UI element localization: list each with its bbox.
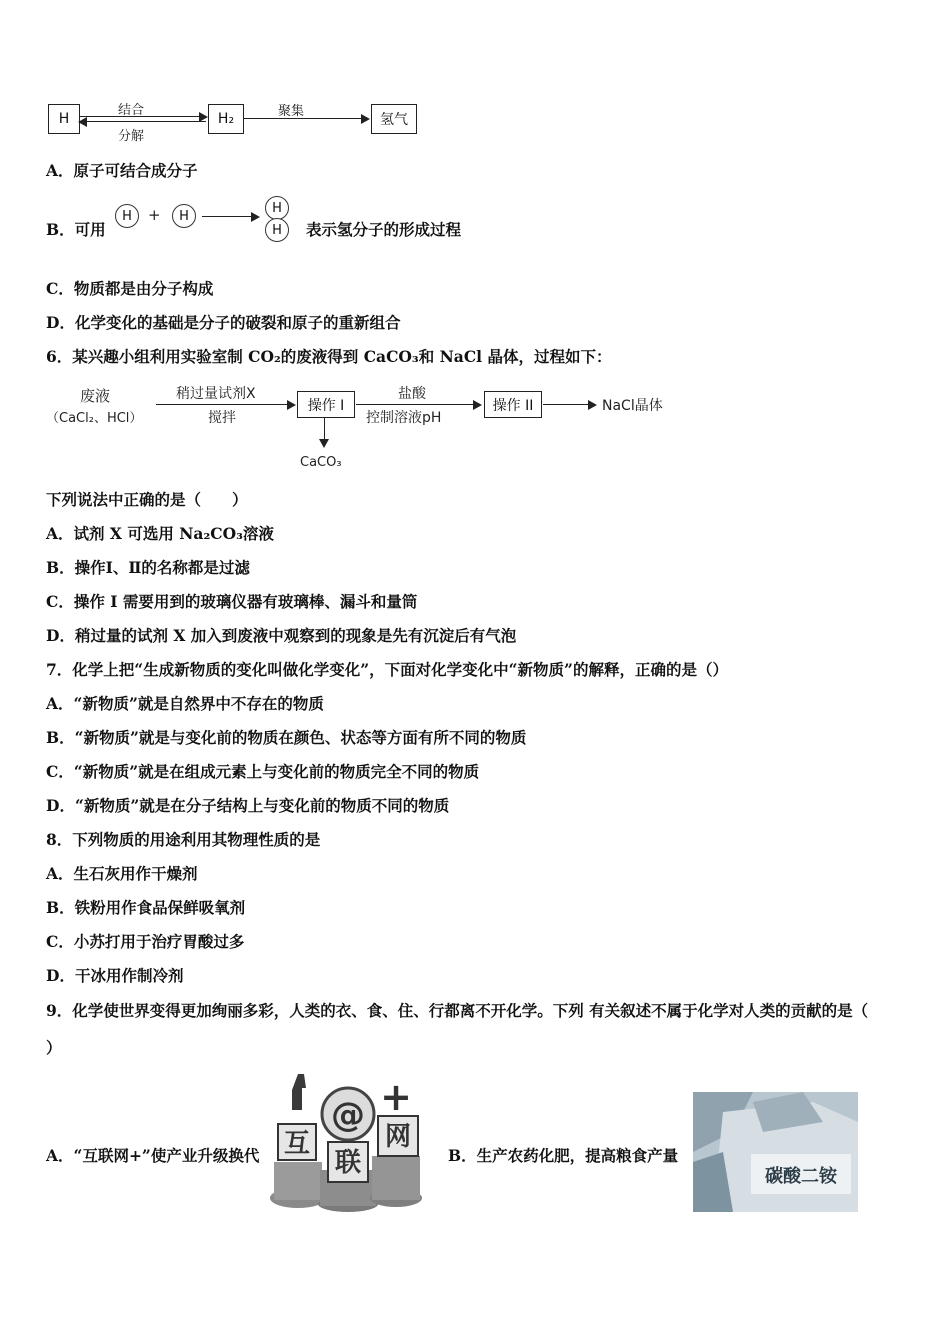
h-atom-2: H (172, 204, 196, 228)
q6-option-a: A．试剂 X 可选用 Na₂CO₃溶液 (46, 524, 274, 543)
fertilizer-label: 碳酸二铵 (765, 1166, 837, 1187)
control-ph-label: 控制溶液pH (366, 410, 442, 426)
q6-option-d: D．稍过量的试剂 X 加入到废液中观察到的现象是先有沉淀后有气泡 (46, 626, 517, 645)
q5-option-b-prefix: B．可用 (46, 220, 106, 239)
stir-label: 搅拌 (208, 410, 236, 426)
hu-char: 互 (283, 1129, 311, 1159)
flow-arrow-3 (543, 404, 595, 405)
at-char: @ (331, 1095, 365, 1135)
decompose-arrow (80, 121, 206, 122)
q7-option-c: C．“新物质”就是在组成元素上与变化前的物质完全不同的物质 (46, 762, 480, 781)
wang-char: 网 (384, 1122, 412, 1152)
collect-arrow (244, 118, 368, 119)
q8-stem: 8．下列物质的用途利用其物理性质的是 (46, 830, 321, 849)
collect-label: 聚集 (278, 104, 305, 119)
q8-option-b: B．铁粉用作食品保鲜吸氧剂 (46, 898, 246, 917)
hydrogen-gas-box: 氢气 (371, 104, 417, 134)
q6-option-c: C．操作 I 需要用到的玻璃仪器有玻璃棒、漏斗和量筒 (46, 592, 418, 611)
reagent-x-label: 稍过量试剂X (176, 386, 256, 402)
precipitate-arrow (324, 418, 325, 446)
q5-option-c: C．物质都是由分子构成 (46, 279, 214, 298)
q9-option-b: B．生产农药化肥，提高粮食产量 (448, 1146, 679, 1165)
internet-plus-image (268, 1070, 428, 1212)
q7-option-b: B．“新物质”就是与变化前的物质在颜色、状态等方面有所不同的物质 (46, 728, 527, 747)
formation-arrow (202, 216, 258, 217)
q6-stem: 6．某兴趣小组利用实验室制 CO₂的废液得到 CaCO₃和 NaCl 晶体，过程如下： (46, 347, 612, 366)
q9-option-a: A．“互联网+”使产业升级换代 (46, 1146, 260, 1165)
fertilizer-bags-image (693, 1092, 858, 1212)
q6-question: 下列说法中正确的是（ ） (46, 490, 248, 509)
caco3-product: CaCO₃ (300, 455, 342, 470)
q7-option-d: D．“新物质”就是在分子结构上与变化前的物质不同的物质 (46, 796, 450, 815)
waste-liquid-label: 废液 (80, 387, 111, 405)
q8-option-a: A．生石灰用作干燥剂 (46, 864, 198, 883)
operation-2-box: 操作 II (484, 391, 542, 418)
plus-char: + (380, 1075, 412, 1119)
q5-option-a: A．原子可结合成分子 (46, 161, 198, 180)
q8-option-d: D．干冰用作制冷剂 (46, 966, 184, 985)
operation-1-box: 操作 I (297, 391, 355, 418)
q6-option-b: B．操作Ⅰ、Ⅱ的名称都是过滤 (46, 558, 250, 577)
q9-stem-line1: 9．化学使世界变得更加绚丽多彩，人类的衣、食、住、行都离不开化学。下列 有关叙述不属于化学对人类的贡献的是（ (46, 1001, 869, 1020)
q7-stem: 7．化学上把“生成新物质的变化叫做化学变化”，下面对化学变化中“新物质”的解释，正确的是（） (46, 660, 728, 679)
plus-sign: + (148, 206, 161, 224)
h2-molecule-box: H₂ (208, 104, 244, 134)
q5-option-d: D．化学变化的基础是分子的破裂和原子的重新组合 (46, 313, 401, 332)
waste-composition: （CaCl₂、HCl） (46, 411, 143, 426)
h-atom-1: H (115, 204, 139, 228)
q5-option-b-suffix: 表示氢分子的形成过程 (306, 220, 462, 239)
q8-option-c: C．小苏打用于治疗胃酸过多 (46, 932, 245, 951)
q9-stem-line2: ） (46, 1038, 62, 1057)
h2-molecule-top-atom: H (265, 196, 289, 220)
h2-molecule-bottom-atom: H (265, 218, 289, 242)
h-atom-box: H (48, 104, 80, 134)
q7-option-a: A．“新物质”就是自然界中不存在的物质 (46, 694, 324, 713)
decompose-label: 分解 (118, 129, 145, 144)
combine-label: 结合 (118, 103, 145, 118)
nacl-crystal-product: NaCl晶体 (602, 398, 663, 414)
flow-arrow-2 (356, 404, 480, 405)
lian-char: 联 (334, 1148, 362, 1178)
flow-arrow-1 (156, 404, 294, 405)
hydrochloric-acid-label: 盐酸 (398, 386, 426, 402)
